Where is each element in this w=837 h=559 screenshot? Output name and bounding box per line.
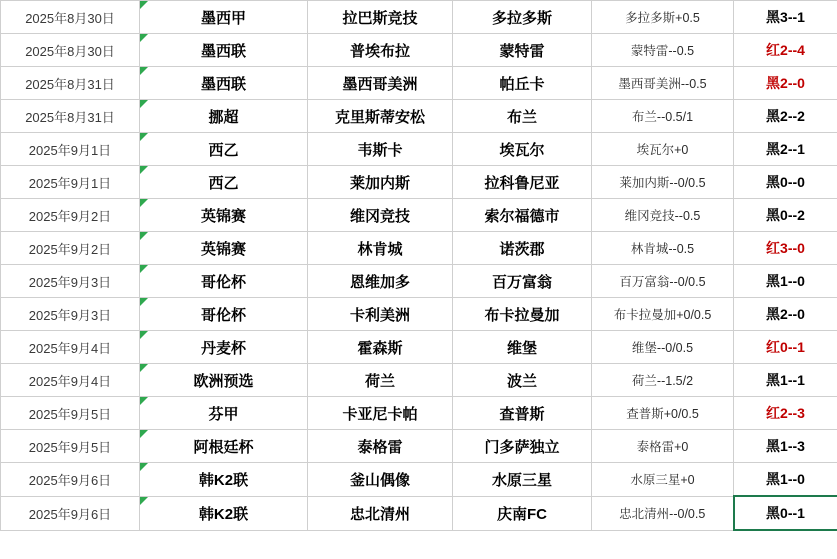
cell-league[interactable]: 阿根廷杯 xyxy=(140,430,308,463)
table-row[interactable] xyxy=(1,100,837,133)
cell-date[interactable]: 2025年9月4日 xyxy=(1,331,140,364)
cell-away-team[interactable]: 维堡 xyxy=(453,331,592,364)
cell-result[interactable]: 红3--0 xyxy=(734,232,837,265)
table-row[interactable] xyxy=(1,133,837,166)
cell-away-team[interactable]: 百万富翁 xyxy=(453,265,592,298)
cell-handicap[interactable]: 埃瓦尔+0 xyxy=(592,133,734,166)
cell-handicap[interactable]: 维冈竞技--0.5 xyxy=(592,199,734,232)
cell-result[interactable]: 黑0--0 xyxy=(734,166,837,199)
cell-league[interactable]: 芬甲 xyxy=(140,397,308,430)
cell-handicap[interactable]: 林肯城--0.5 xyxy=(592,232,734,265)
cell-league[interactable]: 英锦赛 xyxy=(140,199,308,232)
cell-date[interactable]: 2025年9月6日 xyxy=(1,496,140,530)
cell-away-team[interactable]: 布卡拉曼加 xyxy=(453,298,592,331)
cell-away-team[interactable]: 庆南FC xyxy=(453,496,592,530)
cell-home-team[interactable]: 卡亚尼卡帕 xyxy=(308,397,453,430)
cell-league[interactable]: 墨西甲 xyxy=(140,1,308,34)
cell-handicap[interactable]: 墨西哥美洲--0.5 xyxy=(592,67,734,100)
cell-date[interactable]: 2025年9月4日 xyxy=(1,364,140,397)
cell-league[interactable]: 韩K2联 xyxy=(140,463,308,497)
cell-result[interactable]: 黑2--0 xyxy=(734,67,837,100)
cell-date[interactable]: 2025年8月31日 xyxy=(1,100,140,133)
cell-away-team[interactable]: 蒙特雷 xyxy=(453,34,592,67)
cell-home-team[interactable]: 恩维加多 xyxy=(308,265,453,298)
table-row[interactable] xyxy=(1,364,837,397)
cell-date[interactable]: 2025年9月1日 xyxy=(1,133,140,166)
cell-home-team[interactable]: 霍森斯 xyxy=(308,331,453,364)
cell-result[interactable]: 黑1--1 xyxy=(734,364,837,397)
table-row[interactable] xyxy=(1,34,837,67)
cell-away-team[interactable]: 查普斯 xyxy=(453,397,592,430)
cell-home-team[interactable]: 莱加内斯 xyxy=(308,166,453,199)
cell-league[interactable]: 墨西联 xyxy=(140,34,308,67)
cell-handicap[interactable]: 莱加内斯--0/0.5 xyxy=(592,166,734,199)
table-row[interactable] xyxy=(1,397,837,430)
cell-date[interactable]: 2025年8月30日 xyxy=(1,1,140,34)
cell-result-selected[interactable]: 黑0--1 xyxy=(734,496,837,530)
cell-home-team[interactable]: 荷兰 xyxy=(308,364,453,397)
cell-handicap[interactable]: 水原三星+0 xyxy=(592,463,734,497)
cell-date[interactable]: 2025年8月30日 xyxy=(1,34,140,67)
cell-home-team[interactable]: 拉巴斯竞技 xyxy=(308,1,453,34)
cell-result[interactable]: 黑2--2 xyxy=(734,100,837,133)
cell-handicap[interactable]: 查普斯+0/0.5 xyxy=(592,397,734,430)
cell-result[interactable]: 红2--3 xyxy=(734,397,837,430)
cell-home-team[interactable]: 泰格雷 xyxy=(308,430,453,463)
cell-home-team[interactable]: 墨西哥美洲 xyxy=(308,67,453,100)
cell-result[interactable]: 红0--1 xyxy=(734,331,837,364)
cell-handicap[interactable]: 多拉多斯+0.5 xyxy=(592,1,734,34)
cell-date[interactable]: 2025年9月3日 xyxy=(1,298,140,331)
cell-result[interactable]: 红2--4 xyxy=(734,34,837,67)
cell-date[interactable]: 2025年9月3日 xyxy=(1,265,140,298)
cell-home-team[interactable]: 普埃布拉 xyxy=(308,34,453,67)
table-row[interactable] xyxy=(1,463,837,497)
cell-date[interactable]: 2025年9月1日 xyxy=(1,166,140,199)
cell-league[interactable]: 西乙 xyxy=(140,133,308,166)
table-row[interactable] xyxy=(1,67,837,100)
cell-result[interactable]: 黑1--0 xyxy=(734,265,837,298)
cell-league[interactable]: 欧洲预选 xyxy=(140,364,308,397)
cell-away-team[interactable]: 索尔福德市 xyxy=(453,199,592,232)
cell-away-team[interactable]: 水原三星 xyxy=(453,463,592,497)
cell-handicap[interactable]: 布兰--0.5/1 xyxy=(592,100,734,133)
cell-result[interactable]: 黑3--1 xyxy=(734,1,837,34)
cell-handicap[interactable]: 荷兰--1.5/2 xyxy=(592,364,734,397)
cell-league[interactable]: 哥伦杯 xyxy=(140,265,308,298)
table-row[interactable] xyxy=(1,199,837,232)
cell-home-team[interactable]: 韦斯卡 xyxy=(308,133,453,166)
table-row[interactable] xyxy=(1,166,837,199)
table-row[interactable] xyxy=(1,298,837,331)
table-row[interactable] xyxy=(1,1,837,34)
cell-result[interactable]: 黑2--0 xyxy=(734,298,837,331)
cell-date[interactable]: 2025年9月2日 xyxy=(1,199,140,232)
cell-result[interactable]: 黑0--2 xyxy=(734,199,837,232)
cell-handicap[interactable]: 泰格雷+0 xyxy=(592,430,734,463)
cell-result[interactable]: 黑2--1 xyxy=(734,133,837,166)
cell-home-team[interactable]: 釜山偶像 xyxy=(308,463,453,497)
table-row[interactable] xyxy=(1,496,837,530)
table-row[interactable] xyxy=(1,232,837,265)
cell-date[interactable]: 2025年8月31日 xyxy=(1,67,140,100)
cell-away-team[interactable]: 拉科鲁尼亚 xyxy=(453,166,592,199)
cell-away-team[interactable]: 诺茨郡 xyxy=(453,232,592,265)
cell-away-team[interactable]: 埃瓦尔 xyxy=(453,133,592,166)
table-row[interactable] xyxy=(1,265,837,298)
table-body xyxy=(1,1,837,531)
cell-home-team[interactable]: 忠北清州 xyxy=(308,496,453,530)
cell-home-team[interactable]: 卡利美洲 xyxy=(308,298,453,331)
cell-handicap[interactable]: 蒙特雷--0.5 xyxy=(592,34,734,67)
cell-date[interactable]: 2025年9月5日 xyxy=(1,397,140,430)
cell-date[interactable]: 2025年9月6日 xyxy=(1,463,140,497)
cell-away-team[interactable]: 门多萨独立 xyxy=(453,430,592,463)
cell-league[interactable]: 丹麦杯 xyxy=(140,331,308,364)
cell-handicap[interactable]: 忠北清州--0/0.5 xyxy=(592,496,734,530)
cell-league[interactable]: 挪超 xyxy=(140,100,308,133)
cell-away-team[interactable]: 布兰 xyxy=(453,100,592,133)
cell-result[interactable]: 黑1--3 xyxy=(734,430,837,463)
cell-handicap[interactable]: 布卡拉曼加+0/0.5 xyxy=(592,298,734,331)
table-row[interactable] xyxy=(1,430,837,463)
cell-date[interactable]: 2025年9月2日 xyxy=(1,232,140,265)
cell-away-team[interactable]: 波兰 xyxy=(453,364,592,397)
cell-home-team[interactable]: 维冈竞技 xyxy=(308,199,453,232)
cell-league[interactable]: 英锦赛 xyxy=(140,232,308,265)
table-row[interactable] xyxy=(1,331,837,364)
cell-away-team[interactable]: 帕丘卡 xyxy=(453,67,592,100)
cell-league[interactable]: 哥伦杯 xyxy=(140,298,308,331)
cell-league[interactable]: 西乙 xyxy=(140,166,308,199)
cell-home-team[interactable]: 克里斯蒂安松 xyxy=(308,100,453,133)
cell-date[interactable]: 2025年9月5日 xyxy=(1,430,140,463)
cell-result[interactable]: 黑1--0 xyxy=(734,463,837,497)
cell-handicap[interactable]: 维堡--0/0.5 xyxy=(592,331,734,364)
cell-handicap[interactable]: 百万富翁--0/0.5 xyxy=(592,265,734,298)
cell-away-team[interactable]: 多拉多斯 xyxy=(453,1,592,34)
cell-league[interactable]: 墨西联 xyxy=(140,67,308,100)
cell-home-team[interactable]: 林肯城 xyxy=(308,232,453,265)
cell-league[interactable]: 韩K2联 xyxy=(140,496,308,530)
